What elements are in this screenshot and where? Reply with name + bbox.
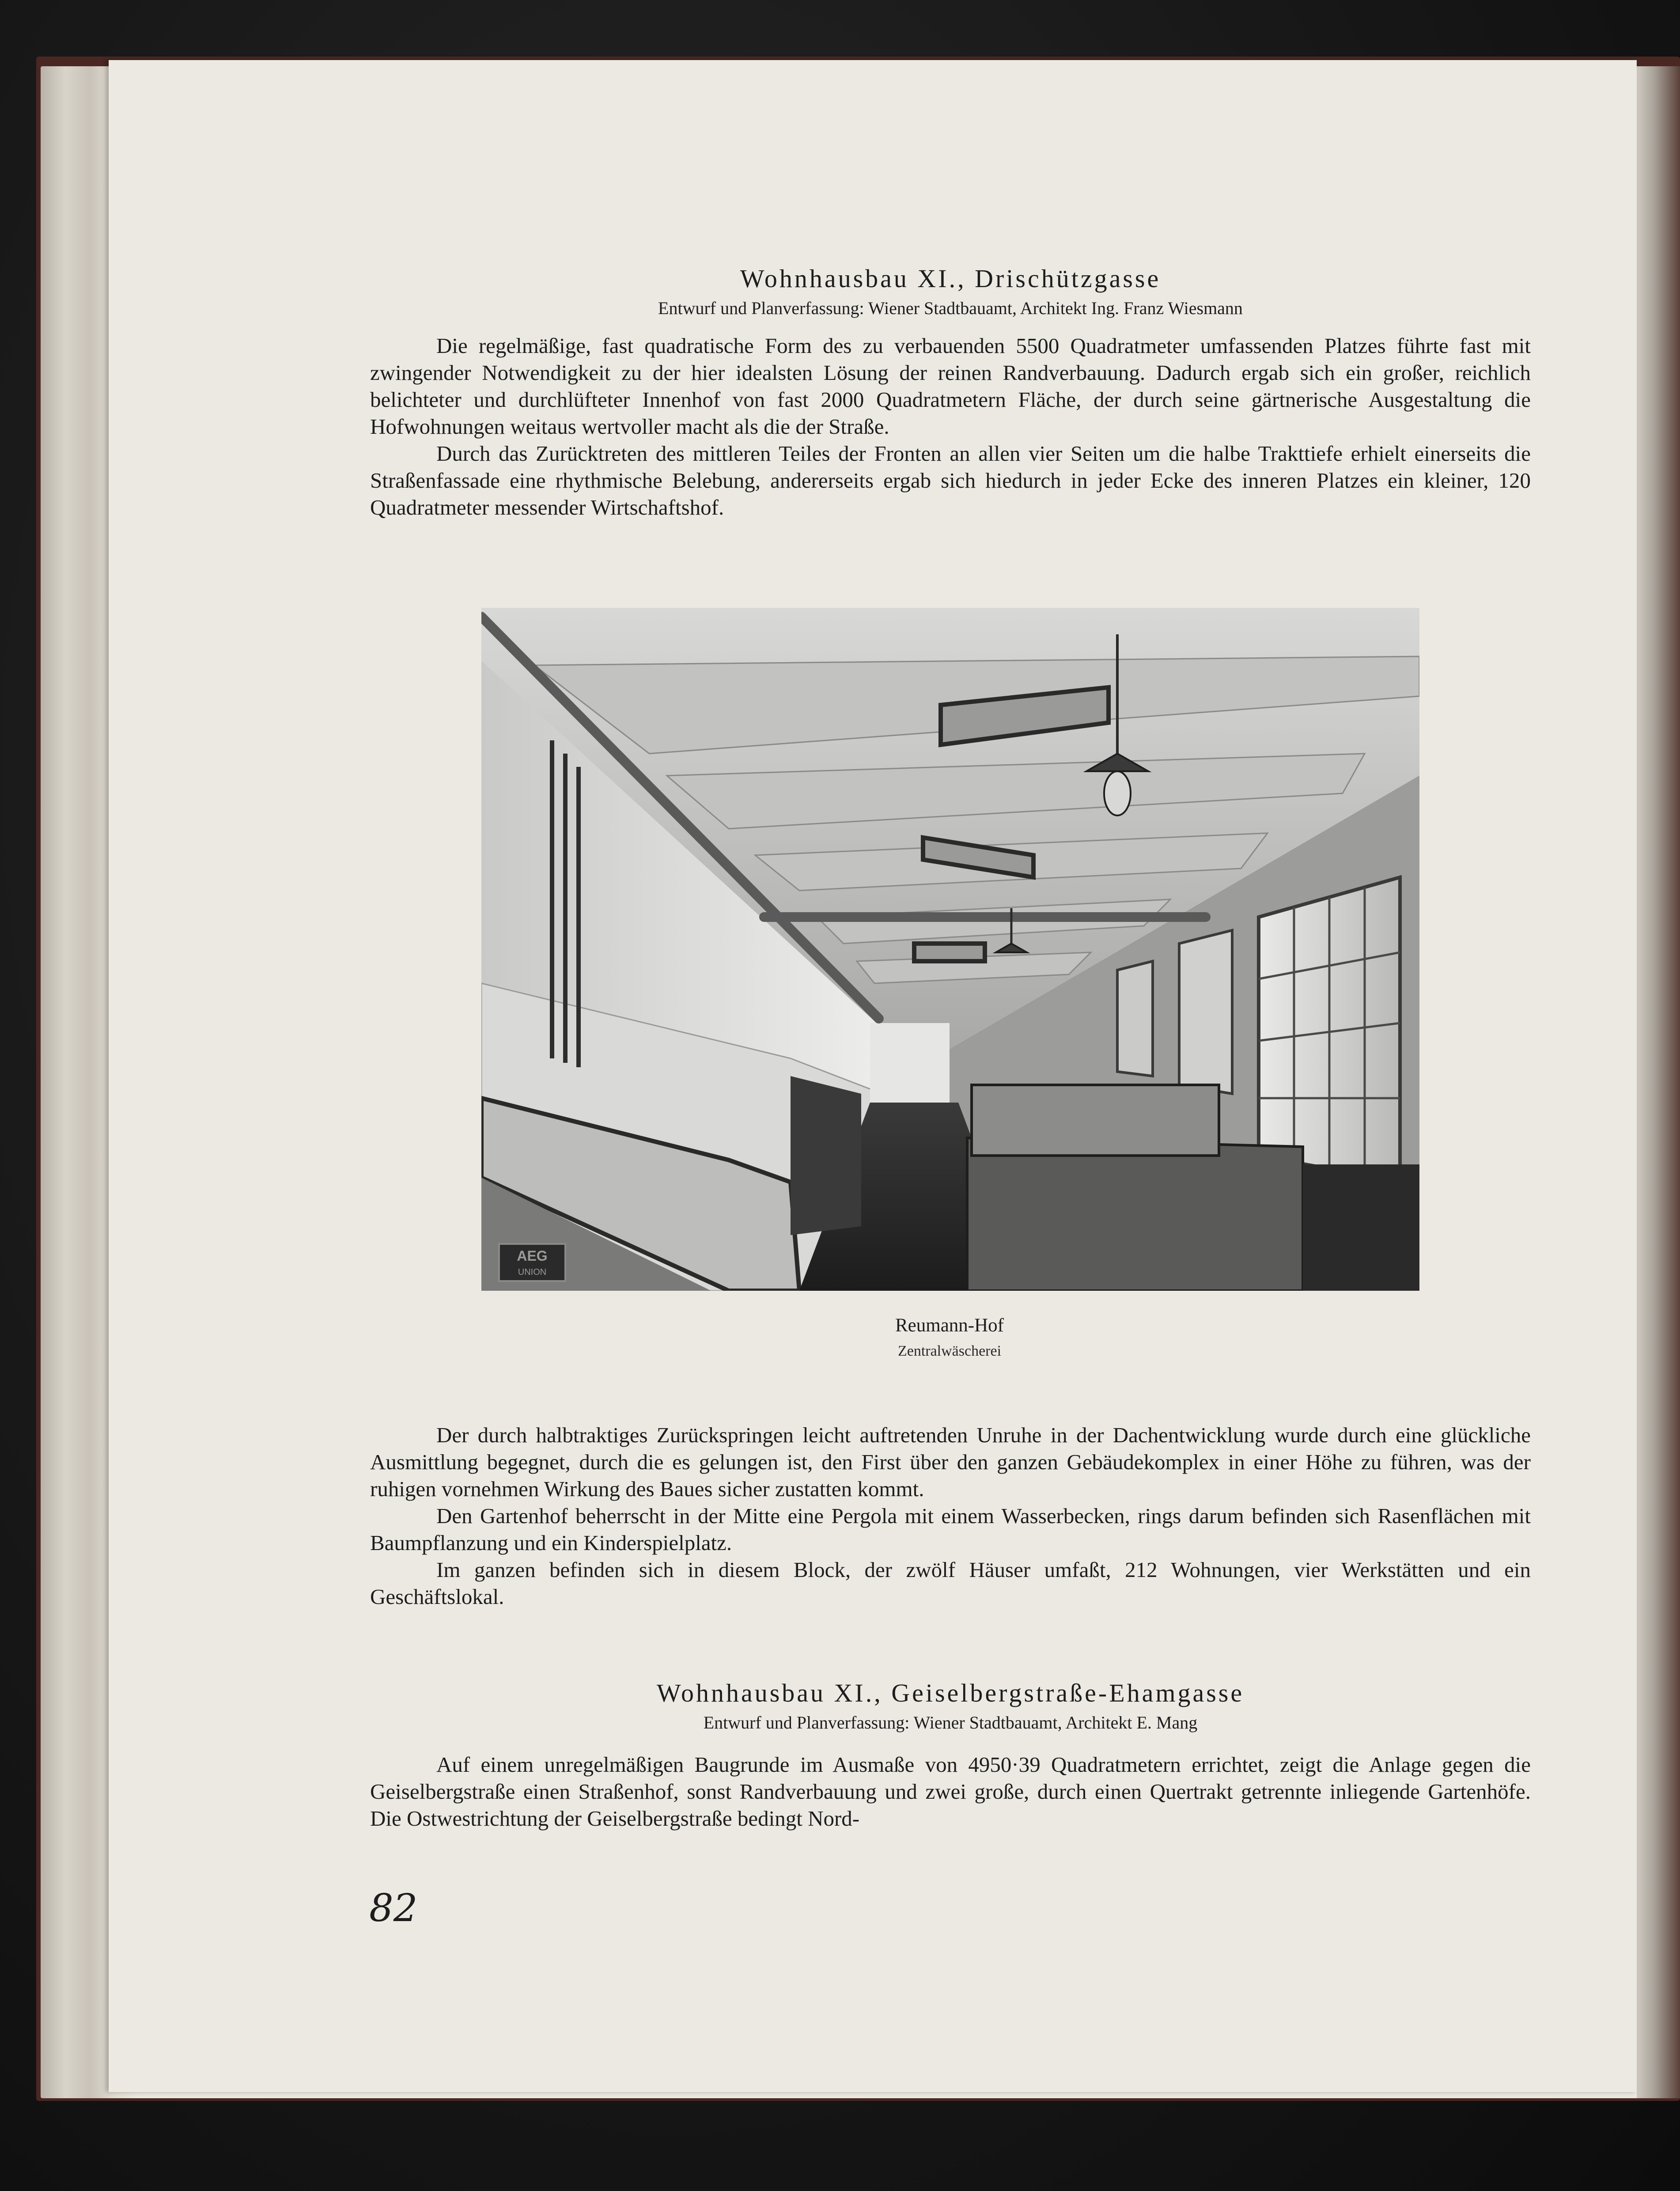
- page-number: 82: [369, 1886, 418, 1930]
- section2-body: [370, 1751, 1531, 1832]
- paragraph: Den Gartenhof beherrscht in der Mitte eine Pergola mit einem Wasserbecken, rings darum befinden sich Rasenflächen mit Baumpflanzung und ein Kinderspielplatz.: [370, 1504, 1531, 1555]
- section2-title: Wohnhausbau XI., Geiselbergstraße-Ehamgasse: [656, 1679, 1245, 1707]
- section1-credit: Entwurf und Planverfassung: Wiener Stadtbauamt, Architekt Ing. Franz Wiesmann: [658, 298, 1243, 318]
- section1-body: [370, 332, 1531, 521]
- photo-illustration: [481, 608, 1419, 1291]
- figure-caption-subtitle: Zentralwäscherei: [897, 1343, 1002, 1359]
- laundry-photograph: [481, 608, 1419, 1291]
- logo-text-line2: UNION: [518, 1267, 547, 1277]
- section1-title: Wohnhausbau XI., Drischützgasse: [740, 264, 1161, 293]
- paragraph: Im ganzen befinden sich in diesem Block, der zwölf Häuser umfaßt, 212 Wohnungen, vier Werkstätten und ein Geschäftslokal.: [370, 1558, 1531, 1609]
- section2-credit: Entwurf und Planverfassung: Wiener Stadtbauamt, Architekt E. Mang: [703, 1712, 1198, 1732]
- figure-caption-title: Reumann-Hof: [895, 1315, 1004, 1336]
- paragraph: Durch das Zurücktreten des mittleren Teiles der Fronten an allen vier Seiten um die halbe Trakttiefe erhielt einerseits die Straßenfassade eine rhythmische Belebung, andererseits ergab sich hiedurch in jeder Ecke des inneren Platzes ein kleiner, 120 Quadratmeter messender Wirtschaftshof.: [370, 441, 1531, 519]
- paragraph: Auf einem unregelmäßigen Baugrunde im Ausmaße von 4950·39 Quadratmetern errichtet, zeigt die Anlage gegen die Geiselbergstraße einen Straßenhof, sonst Randverbauung und zwei große, durch einen Quertrakt getrennte inliegende Gartenhöfe. Die Ostwestrichtung der Geiselbergstraße bedingt Nord-: [370, 1752, 1531, 1831]
- paragraph: Der durch halbtraktiges Zurückspringen leicht auftretenden Unruhe in der Dachentwicklung wurde durch eine glückliche Ausmittlung begegnet, durch die es gelungen ist, den First über den ganzen Gebäudekomplex in einer Höhe zu führen, was der ruhigen vornehmen Wirkung des Baues sicher zustatten kommt.: [370, 1423, 1531, 1501]
- paragraph: Die regelmäßige, fast quadratische Form des zu verbauenden 5500 Quadratmeter umfassenden Platzes führte fast mit zwingender Notwendigkeit zu der hier idealsten Lösung der reinen Randverbauung. Dadurch ergab sich ein großer, reichlich belichteter und durchlüfteter Innenhof von fast 2000 Quadratmetern Fläche, der durch seine gärtnerische Ausgestaltung die Hofwohnungen weitaus wertvoller macht als die der Straße.: [370, 334, 1531, 439]
- section1-continued-body: [370, 1421, 1531, 1610]
- logo-text-line1: AEG: [517, 1248, 548, 1264]
- section2-header: [370, 1678, 1531, 1734]
- page-right-edge: [1637, 66, 1680, 2098]
- section1-header: [370, 263, 1531, 320]
